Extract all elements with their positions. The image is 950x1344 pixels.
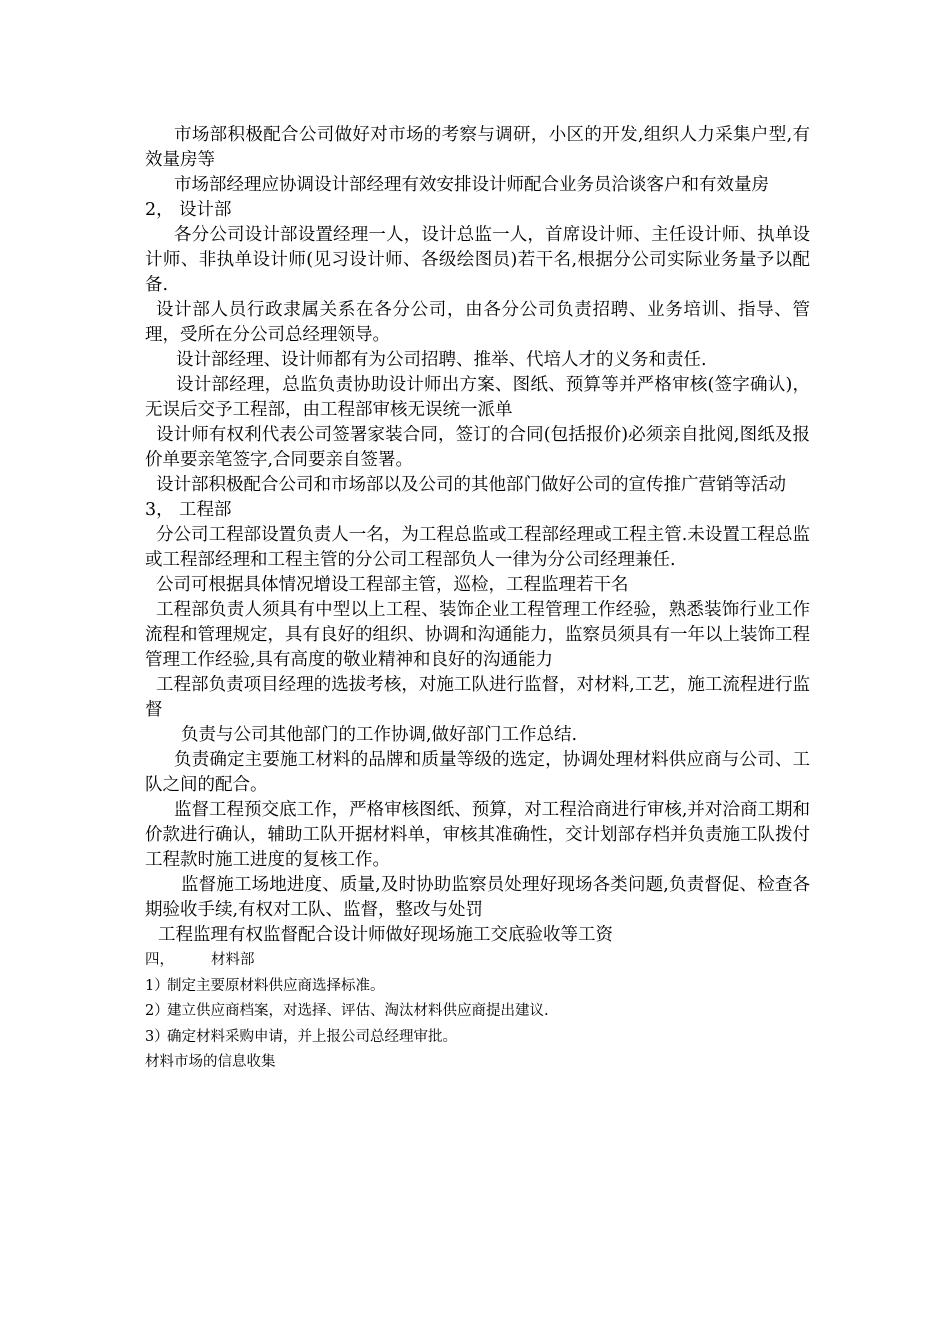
list-text: 建立供应商档案，对选择、评估、淘汰材料供应商提出建议.	[167, 1003, 549, 1019]
paragraph: 分公司工程部设置负责人一名，为工程总监或工程部经理或工程主管.未设置工程总监或工程部经理和工程主管的分公司工程部负人一律为分公司经理兼任.	[145, 525, 810, 570]
list-item	[145, 1025, 810, 1051]
list-number: 3）	[145, 1028, 169, 1045]
paragraph: 工程部负责人须具有中型以上工程、装饰企业工程管理工作经验，熟悉装饰行业工作流程和管理规定，具有良好的组织、协调和沟通能力，监察员须具有一年以上装饰工程管理工作经验,具有高度的敬业精神和良好的沟通能力	[145, 600, 810, 670]
list-text: 制定主要原材料供应商选择标准。	[167, 977, 385, 994]
section-heading	[145, 948, 810, 974]
paragraph: 设计部积极配合公司和市场部以及公司的其他部门做好公司的宣传推广营销等活动	[156, 475, 786, 495]
list-item	[145, 974, 810, 1000]
paragraph: 设计部人员行政隶属关系在各分公司，由各分公司负责招聘、业务培训、指导、管理，受所在分公司总经理领导。	[145, 300, 810, 345]
paragraph: 公司可根据具体情况增设工程部主管，巡检，工程监理若干名	[156, 575, 629, 595]
section-number: 3，	[145, 500, 174, 520]
document-body	[145, 123, 810, 1076]
paragraph: 负责确定主要施工材料的品牌和质量等级的选定，协调处理材料供应商与公司、工队之间的配合。	[145, 750, 810, 795]
paragraph: 负责与公司其他部门的工作协调,做好部门工作总结.	[181, 725, 578, 745]
paragraph: 设计部经理，总监负责协助设计师出方案、图纸、预算等并严格审核(签字确认)，无误后交予工程部，由工程部审核无误统一派单	[145, 375, 810, 420]
section-title: 材料部	[211, 952, 255, 968]
section-number: 2，	[145, 200, 174, 220]
list-text: 确定材料采购申请，并上报公司总经理审批。	[167, 1028, 457, 1045]
paragraph: 监督工程预交底工作，严格审核图纸、预算，对工程洽商进行审核,并对洽商工期和价款进行确认，辅助工队开据材料单，审核其准确性，交计划部存档并负责施工队拨付工程款时施工进度的复核工作。	[145, 800, 810, 870]
section-title: 设计部	[179, 200, 232, 220]
paragraph: 材料市场的信息收集	[145, 1054, 276, 1070]
list-number: 1）	[145, 977, 169, 994]
section-heading	[145, 498, 810, 523]
paragraph: 工程部负责项目经理的选拔考核，对施工队进行监督，对材料,工艺，施工流程进行监督	[145, 675, 810, 720]
section-heading	[145, 198, 810, 223]
list-number: 2）	[145, 1003, 169, 1019]
paragraph: 设计部经理、设计师都有为公司招聘、推举、代培人才的义务和责任.	[176, 350, 707, 370]
paragraph: 市场部积极配合公司做好对市场的考察与调研，小区的开发,组织人力采集户型,有效量房等	[145, 125, 810, 170]
section-number: 四，	[145, 952, 174, 968]
paragraph: 设计师有权利代表公司签署家装合同，签订的合同(包括报价)必须亲自批阅,图纸及报价单要亲笔签字,合同要亲自签署。	[145, 425, 810, 470]
paragraph: 工程监理有权监督配合设计师做好现场施工交底验收等工资	[158, 925, 613, 945]
section-title: 工程部	[179, 500, 232, 520]
paragraph: 市场部经理应协调设计部经理有效安排设计师配合业务员洽谈客户和有效量房	[174, 175, 769, 195]
paragraph: 各分公司设计部设置经理一人，设计总监一人，首席设计师、主任设计师、执单设计师、非执单设计师(见习设计师、各级绘图员)若干名,根据分公司实际业务量予以配备.	[145, 225, 810, 295]
paragraph: 监督施工场地进度、质量,及时协助监察员处理好现场各类问题,负责督促、检查各期验收手续,有权对工队、监督，整改与处罚	[145, 875, 810, 920]
list-item	[145, 999, 810, 1025]
